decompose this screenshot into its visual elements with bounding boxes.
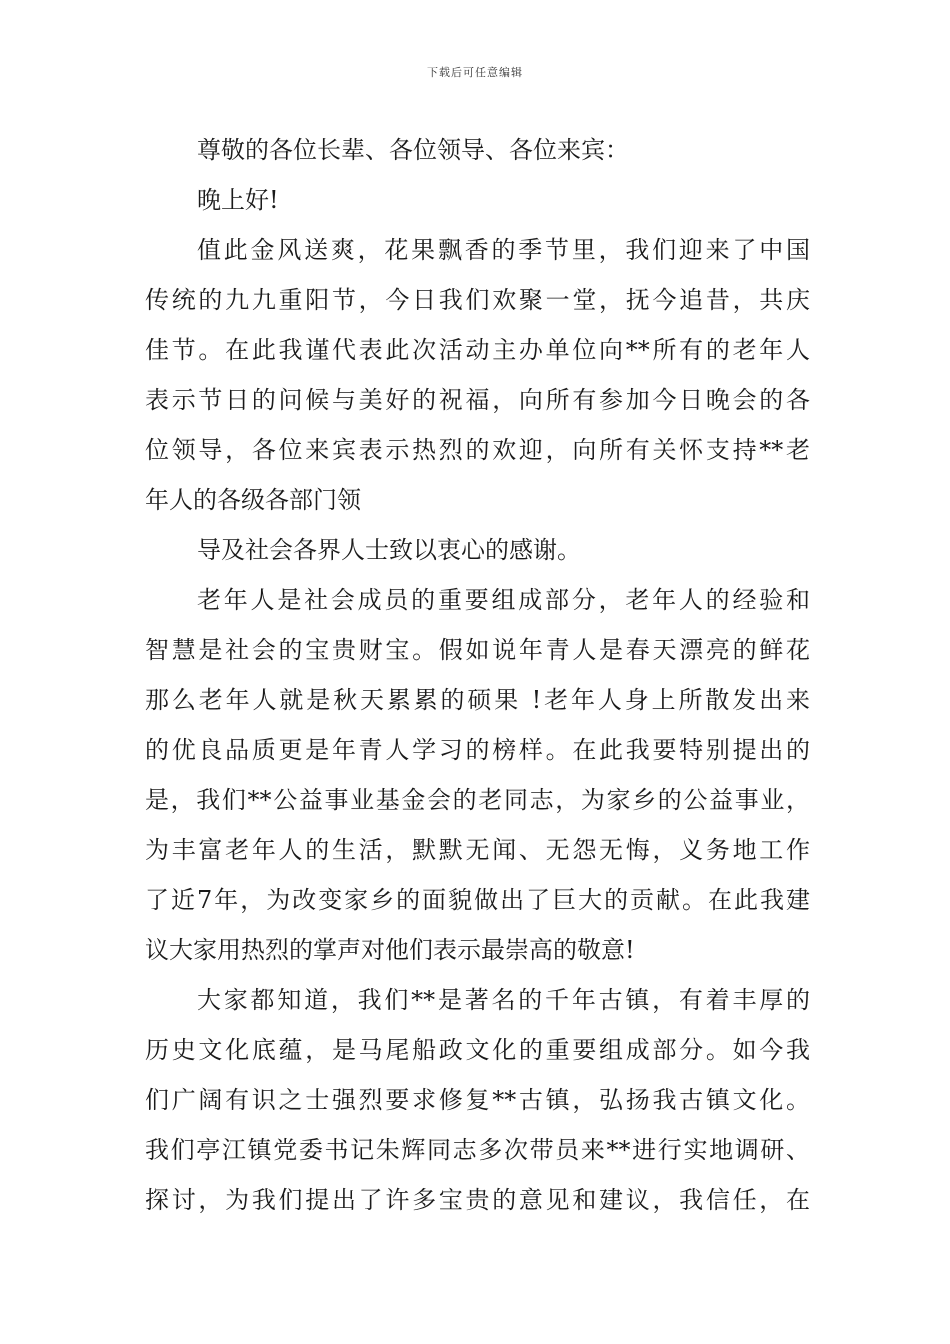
text-line: 为丰富老年人的生活，默默无闻、无怨无悔，义务地工作 [145, 836, 810, 864]
text-line: 尊敬的各位长辈、各位领导、各位来宾： [197, 136, 629, 164]
text-line: 导及社会各界人士致以衷心的感谢。 [197, 536, 581, 564]
text-line: 议大家用热烈的掌声对他们表示最崇高的敬意! [145, 936, 635, 964]
text-line: 传统的九九重阳节，今日我们欢聚一堂，抚今追昔，共庆 [145, 286, 810, 314]
text-line: 大家都知道，我们**是著名的千年古镇，有着丰厚的 [197, 986, 810, 1014]
text-line: 表示节日的问候与美好的祝福，向所有参加今日晚会的各 [145, 386, 810, 414]
text-line: 佳节。在此我谨代表此次活动主办单位向**所有的老年人 [145, 336, 810, 364]
text-line: 们广阔有识之士强烈要求修复**古镇，弘扬我古镇文化。 [145, 1086, 810, 1114]
text-line: 老年人是社会成员的重要组成部分，老年人的经验和 [197, 586, 810, 614]
text-line: 历史文化底蕴，是马尾船政文化的重要组成部分。如今我 [145, 1036, 810, 1064]
text-line: 那么老年人就是秋天累累的硕果 !老年人身上所散发出来 [145, 686, 810, 714]
text-line: 智慧是社会的宝贵财宝。假如说年青人是春天漂亮的鲜花 [145, 636, 810, 664]
text-line: 年人的各级各部门领 [145, 486, 361, 514]
text-line: 晚上好! [197, 186, 279, 214]
page-header: 下载后可任意编辑 [427, 66, 523, 79]
text-line: 了近7年，为改变家乡的面貌做出了巨大的贡献。在此我建 [145, 886, 810, 914]
text-line: 是，我们**公益事业基金会的老同志，为家乡的公益事业， [145, 786, 810, 814]
text-line: 的优良品质更是年青人学习的榜样。在此我要特别提出的 [145, 736, 810, 764]
text-line: 值此金风送爽，花果飘香的季节里，我们迎来了中国 [197, 236, 810, 264]
text-line: 位领导，各位来宾表示热烈的欢迎，向所有关怀支持**老 [145, 436, 810, 464]
document-body [145, 125, 810, 1225]
text-line: 我们亭江镇党委书记朱辉同志多次带员来**进行实地调研、 [145, 1136, 810, 1164]
text-line: 探讨，为我们提出了许多宝贵的意见和建议，我信任，在 [145, 1186, 810, 1214]
